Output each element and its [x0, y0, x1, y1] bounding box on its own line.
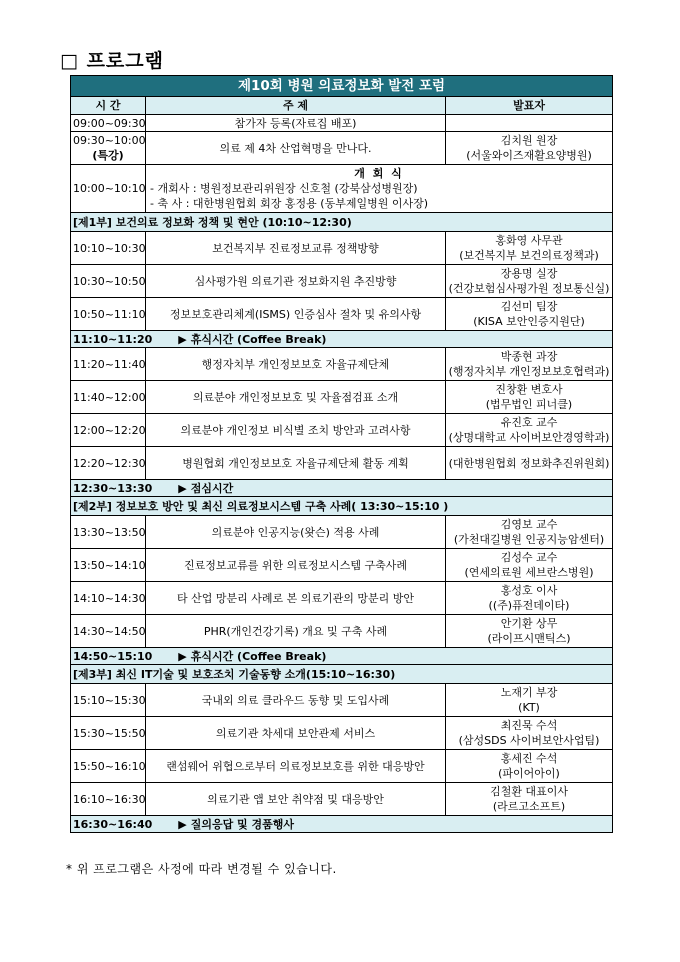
speaker-affiliation: (연세의료원 세브란스병원): [464, 566, 594, 579]
topic-cell: 의료기관 앱 보안 취약점 및 대응방안: [146, 783, 446, 816]
speaker-affiliation: (삼성SDS 사이버보안사업팀): [458, 734, 600, 747]
break-cell: [71, 816, 613, 833]
speaker-affiliation: (가천대길병원 인공지능암센터): [453, 533, 605, 546]
time-text: 09:30~10:00: [73, 134, 146, 147]
break-row: [71, 648, 613, 665]
time-cell: 10:10~10:30: [71, 232, 146, 265]
header-speaker: 발표자: [446, 97, 613, 115]
time-cell: 11:20~11:40: [71, 348, 146, 381]
table-row: [71, 265, 613, 298]
time-cell: 11:40~12:00: [71, 381, 146, 414]
table-row: [71, 414, 613, 447]
table-row: [71, 549, 613, 582]
topic-cell: 참가자 등록(자료집 배포): [146, 115, 446, 132]
speaker-cell: [446, 298, 613, 331]
speaker-affiliation: (KT): [518, 701, 540, 714]
program-table: [70, 75, 613, 833]
header-topic: 주 제: [146, 97, 446, 115]
speaker-name: 김철환 대표이사: [490, 785, 568, 798]
table-row: [71, 684, 613, 717]
speaker-name: 홍성호 이사: [500, 584, 558, 597]
time-cell: 12:00~12:20: [71, 414, 146, 447]
time-cell: 12:20~12:30: [71, 447, 146, 480]
table-title-row: [71, 76, 613, 97]
table-row: [71, 348, 613, 381]
break-row: [71, 480, 613, 497]
topic-cell: 의료분야 인공지능(왓슨) 적용 사례: [146, 516, 446, 549]
break-time: 16:30~16:40: [73, 817, 153, 831]
section-title: [제2부] 정보보호 방안 및 최신 의료정보시스템 구축 사례( 13:30~15:10 ): [71, 497, 613, 516]
time-cell: 10:50~11:10: [71, 298, 146, 331]
speaker-cell: [446, 717, 613, 750]
time-cell: [71, 132, 146, 165]
break-time: 12:30~13:30: [73, 481, 153, 495]
time-cell: 13:50~14:10: [71, 549, 146, 582]
table-row: [71, 783, 613, 816]
speaker-name: 박종현 과장: [500, 350, 558, 363]
break-cell: [71, 648, 613, 665]
speaker-name: 홍화영 사무관: [495, 234, 563, 247]
time-cell: 10:30~10:50: [71, 265, 146, 298]
speaker-name: 장용명 실장: [500, 267, 558, 280]
speaker-affiliation: (법무법인 피너클): [485, 398, 573, 411]
speaker-name: 최진묵 수석: [500, 719, 558, 732]
speaker-affiliation: (보건복지부 보건의료정책과): [459, 249, 599, 262]
table-row: [71, 381, 613, 414]
header-time: 시 간: [71, 97, 146, 115]
speaker-affiliation: (상명대학교 사이버보안경영학과): [448, 431, 610, 444]
speaker-name: 김성수 교수: [500, 551, 558, 564]
triangle-right-icon: ▶: [178, 481, 187, 495]
break-time: 11:10~11:20: [73, 332, 153, 346]
topic-cell: 의료기관 차세대 보안관제 서비스: [146, 717, 446, 750]
break-label: 질의응답 및 경품행사: [190, 817, 295, 831]
topic-cell: 의료 제 4차 산업혁명을 만나다.: [146, 132, 446, 165]
speaker-cell: [446, 414, 613, 447]
forum-title: 제10회 병원 의료정보화 발전 포럼: [71, 76, 613, 97]
topic-cell: 랜섬웨어 위협으로부터 의료정보보호를 위한 대응방안: [146, 750, 446, 783]
speaker-affiliation: (건강보험심사평가원 정보통신실): [448, 282, 610, 295]
speaker-cell: [446, 750, 613, 783]
speaker-affiliation: (행정자치부 개인정보보호협력과): [448, 365, 610, 378]
speaker-name: 안기환 상무: [500, 617, 558, 630]
speaker-affiliation: (서울와이즈재활요양병원): [466, 149, 592, 162]
triangle-right-icon: ▶: [178, 649, 187, 663]
speaker-affiliation: ((주)퓨전데이타): [488, 599, 570, 612]
speaker-affiliation: (대한병원협회 정보화추진위원회): [448, 456, 610, 470]
break-row: [71, 331, 613, 348]
break-time: 14:50~15:10: [73, 649, 153, 663]
speaker-cell: [446, 381, 613, 414]
ceremony-line: - 축 사 : 대한병원협회 회장 홍정용 (동부제일병원 이사장): [150, 197, 429, 210]
topic-cell: 심사평가원 의료기관 정보화지원 추진방향: [146, 265, 446, 298]
time-cell: 16:10~16:30: [71, 783, 146, 816]
time-cell: 09:00~09:30: [71, 115, 146, 132]
time-cell: 14:10~14:30: [71, 582, 146, 615]
speaker-cell: [446, 447, 613, 480]
page-heading: □ 프로그램: [60, 50, 164, 72]
special-lecture-label: (특강): [92, 149, 124, 162]
table-row: [71, 582, 613, 615]
topic-cell: PHR(개인건강기록) 개요 및 구축 사례: [146, 615, 446, 648]
speaker-cell: [446, 615, 613, 648]
speaker-cell: [446, 783, 613, 816]
speaker-name: 홍세진 수석: [500, 752, 558, 765]
speaker-cell: [446, 582, 613, 615]
section-title: [제1부] 보건의료 정보화 정책 및 현안 (10:10~12:30): [71, 213, 613, 232]
topic-cell: 보건복지부 진료정보교류 정책방향: [146, 232, 446, 265]
table-row: [71, 750, 613, 783]
speaker-cell: [446, 348, 613, 381]
table-row: [71, 232, 613, 265]
speaker-affiliation: (파이어아이): [498, 767, 560, 780]
time-cell: 15:10~15:30: [71, 684, 146, 717]
footnote: * 위 프로그램은 사정에 따라 변경될 수 있습니다.: [66, 862, 337, 876]
triangle-right-icon: ▶: [178, 817, 187, 831]
topic-cell: 정보보호관리체계(ISMS) 인증심사 절차 및 유의사항: [146, 298, 446, 331]
ceremony-title: 개 회 식: [354, 167, 404, 180]
section-title: [제3부] 최신 IT기술 및 보호조치 기술동향 소개(15:10~16:30): [71, 665, 613, 684]
break-label: 휴식시간 (Coffee Break): [190, 649, 327, 663]
table-row: [71, 298, 613, 331]
opening-ceremony-row: [71, 165, 613, 213]
speaker-affiliation: (KISA 보안인증지원단): [473, 315, 585, 328]
table-row: [71, 717, 613, 750]
topic-cell: 타 산업 망분리 사례로 본 의료기관의 망분리 방안: [146, 582, 446, 615]
table-row: [71, 132, 613, 165]
speaker-cell: [446, 232, 613, 265]
speaker-cell: [446, 132, 613, 165]
triangle-right-icon: ▶: [178, 332, 187, 346]
speaker-cell: [446, 115, 613, 132]
table-row: [71, 615, 613, 648]
break-row: [71, 816, 613, 833]
speaker-name: 김선미 팀장: [500, 300, 558, 313]
topic-cell: 행정자치부 개인정보보호 자율규제단체: [146, 348, 446, 381]
table-row: [71, 516, 613, 549]
section-header-row: [71, 665, 613, 684]
speaker-name: 노재기 부장: [500, 686, 558, 699]
time-cell: 10:00~10:10: [71, 165, 146, 213]
ceremony-line: - 개회사 : 병원정보관리위원장 신호철 (강북삼성병원장): [150, 182, 418, 195]
speaker-cell: [446, 265, 613, 298]
speaker-cell: [446, 516, 613, 549]
table-header-row: [71, 97, 613, 115]
speaker-name: 김영보 교수: [500, 518, 558, 531]
topic-cell: 병원협회 개인정보보호 자율규제단체 활동 계획: [146, 447, 446, 480]
topic-cell: 국내외 의료 클라우드 동향 및 도입사례: [146, 684, 446, 717]
section-header-row: [71, 213, 613, 232]
ceremony-cell: [146, 165, 613, 213]
speaker-affiliation: (라이프시맨틱스): [487, 632, 571, 645]
speaker-name: 유진호 교수: [500, 416, 558, 429]
speaker-name: 김치원 원장: [500, 134, 558, 147]
topic-cell: 진료정보교류를 위한 의료정보시스템 구축사례: [146, 549, 446, 582]
speaker-name: 진창환 변호사: [495, 383, 563, 396]
break-cell: [71, 480, 613, 497]
time-cell: 15:30~15:50: [71, 717, 146, 750]
time-cell: 14:30~14:50: [71, 615, 146, 648]
table-row: [71, 447, 613, 480]
speaker-affiliation: (라르고소프트): [492, 800, 566, 813]
time-cell: 15:50~16:10: [71, 750, 146, 783]
break-cell: [71, 331, 613, 348]
break-label: 점심시간: [190, 481, 234, 495]
topic-cell: 의료분야 개인정보 비식별 조치 방안과 고려사항: [146, 414, 446, 447]
section-header-row: [71, 497, 613, 516]
time-cell: 13:30~13:50: [71, 516, 146, 549]
break-label: 휴식시간 (Coffee Break): [190, 332, 327, 346]
speaker-cell: [446, 549, 613, 582]
topic-cell: 의료분야 개인정보보호 및 자율점검표 소개: [146, 381, 446, 414]
speaker-cell: [446, 684, 613, 717]
table-row: [71, 115, 613, 132]
